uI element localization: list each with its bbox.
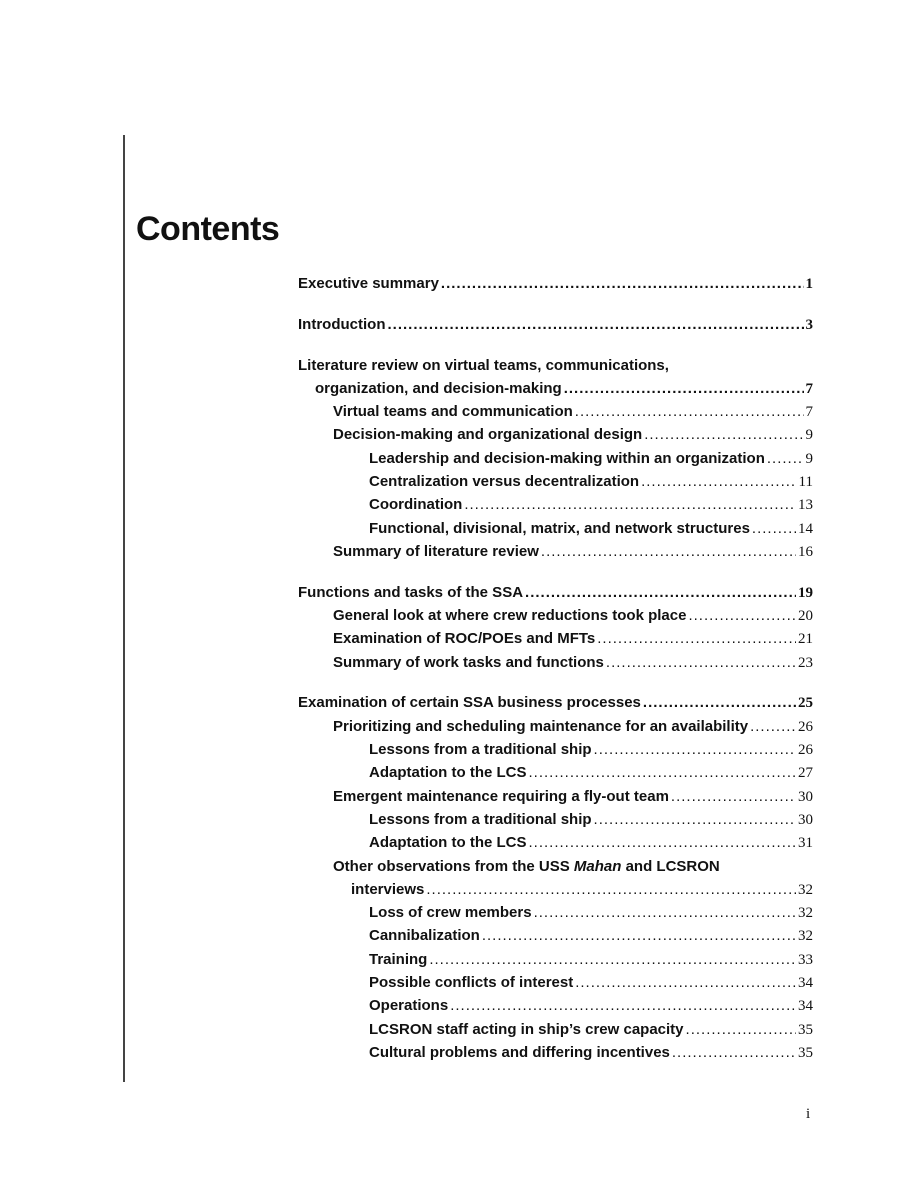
dot-leader bbox=[686, 1018, 796, 1041]
toc-entry-label: LCSRON staff acting in ship’s crew capacity bbox=[369, 1020, 684, 1038]
toc-entry-label: Adaptation to the LCS bbox=[369, 764, 527, 782]
toc-entry-label: Cannibalization bbox=[369, 927, 480, 945]
toc-entry[interactable] bbox=[298, 493, 813, 516]
toc-entry[interactable] bbox=[298, 470, 813, 493]
dot-leader bbox=[767, 447, 804, 470]
toc-entry[interactable] bbox=[298, 627, 813, 650]
toc-entry[interactable] bbox=[298, 901, 813, 924]
toc-entry-label: Loss of crew members bbox=[369, 904, 532, 922]
toc-entry[interactable] bbox=[298, 924, 813, 947]
toc-entry[interactable] bbox=[298, 831, 813, 854]
toc-entry-label: Examination of ROC/POEs and MFTs bbox=[333, 630, 596, 648]
toc-entry[interactable] bbox=[298, 971, 813, 994]
dot-leader bbox=[672, 1041, 796, 1064]
toc-page-number: 23 bbox=[798, 654, 813, 671]
toc-entry[interactable] bbox=[298, 761, 813, 784]
toc-entry-label: organization, and decision-making bbox=[315, 379, 562, 397]
dot-leader bbox=[688, 604, 796, 627]
toc-entry-label: Leadership and decision-making within an organization bbox=[369, 449, 765, 467]
toc-entry[interactable] bbox=[298, 604, 813, 627]
dot-leader bbox=[534, 901, 796, 924]
toc-page-number: 20 bbox=[798, 608, 813, 625]
toc-entry-label bbox=[333, 855, 720, 878]
dot-leader bbox=[387, 313, 803, 336]
margin-rule bbox=[123, 135, 125, 1082]
toc-entry-label: Training bbox=[369, 950, 428, 968]
toc-entry-label: Centralization versus decentralization bbox=[369, 473, 640, 491]
toc-entry-label: Executive summary bbox=[298, 275, 439, 292]
toc-entry[interactable] bbox=[298, 540, 813, 563]
toc-page-number: 7 bbox=[805, 404, 813, 421]
dot-leader bbox=[750, 715, 796, 738]
toc-page-number: 13 bbox=[798, 497, 813, 514]
dot-leader bbox=[541, 540, 796, 563]
toc-entry[interactable] bbox=[298, 994, 813, 1017]
dot-leader bbox=[597, 627, 796, 650]
toc-entry[interactable] bbox=[298, 651, 813, 674]
toc-page-number: 30 bbox=[798, 788, 813, 805]
toc-entry-label: Possible conflicts of interest bbox=[369, 974, 574, 992]
toc-page-number: 9 bbox=[805, 450, 813, 467]
toc-page-number: 26 bbox=[798, 718, 813, 735]
toc-entry-label: Lessons from a traditional ship bbox=[369, 741, 592, 759]
toc-entry-label: Summary of work tasks and functions bbox=[333, 653, 604, 671]
toc-page-number: 32 bbox=[798, 881, 813, 898]
toc-page-number: 16 bbox=[798, 543, 813, 560]
toc-entry[interactable] bbox=[298, 1041, 813, 1064]
toc-page-number: 31 bbox=[798, 835, 813, 852]
toc-entry-label: interviews bbox=[351, 880, 425, 898]
ship-name: Mahan bbox=[573, 857, 622, 875]
toc-entry-label: Operations bbox=[369, 997, 449, 1015]
toc-entry-label: Decision-making and organizational design bbox=[333, 426, 643, 444]
toc-entry[interactable] bbox=[298, 400, 813, 423]
dot-leader bbox=[643, 691, 796, 714]
dot-leader bbox=[752, 517, 796, 540]
toc-entry-label: Examination of certain SSA business processes bbox=[298, 694, 641, 712]
toc-entry-label: Summary of literature review bbox=[333, 542, 539, 560]
toc-entry-functions-and-tasks[interactable] bbox=[298, 581, 813, 604]
toc-page-number: 14 bbox=[798, 520, 813, 537]
toc-page-number: 27 bbox=[798, 765, 813, 782]
dot-leader bbox=[606, 651, 796, 674]
dot-leader bbox=[594, 808, 796, 831]
toc-entry-label: Literature review on virtual teams, communications, bbox=[298, 356, 669, 374]
toc-entry-label: Coordination bbox=[369, 496, 463, 514]
dot-leader bbox=[575, 971, 796, 994]
toc-page-number: 33 bbox=[798, 951, 813, 968]
toc-entry-introduction[interactable] bbox=[298, 313, 813, 336]
dot-leader bbox=[641, 470, 796, 493]
dot-leader bbox=[529, 761, 797, 784]
table-of-contents bbox=[298, 272, 813, 1064]
toc-entry[interactable] bbox=[298, 447, 813, 470]
toc-entry-label: Lessons from a traditional ship bbox=[369, 810, 592, 828]
dot-leader bbox=[482, 924, 796, 947]
toc-entry-other-observations-line1[interactable] bbox=[298, 855, 813, 878]
toc-entry[interactable] bbox=[298, 423, 813, 446]
toc-entry[interactable] bbox=[298, 517, 813, 540]
dot-leader bbox=[450, 994, 796, 1017]
toc-entry[interactable] bbox=[298, 948, 813, 971]
toc-entry-literature-review[interactable] bbox=[298, 377, 813, 400]
dot-leader bbox=[564, 377, 804, 400]
toc-entry[interactable] bbox=[298, 808, 813, 831]
toc-entry[interactable] bbox=[298, 738, 813, 761]
toc-page-number: 26 bbox=[798, 742, 813, 759]
toc-entry-other-observations[interactable] bbox=[298, 878, 813, 901]
toc-page-number: 25 bbox=[798, 695, 813, 712]
dot-leader bbox=[441, 272, 804, 295]
dot-leader bbox=[594, 738, 796, 761]
dot-leader bbox=[529, 831, 797, 854]
label-part: Other observations from the USS bbox=[333, 857, 574, 875]
toc-entry-label: Functions and tasks of the SSA bbox=[298, 583, 524, 601]
toc-page-number: 19 bbox=[798, 584, 813, 601]
toc-page-number: 32 bbox=[798, 905, 813, 922]
toc-page-number: 21 bbox=[798, 631, 813, 648]
page-title: Contents bbox=[136, 210, 280, 248]
toc-page-number: 30 bbox=[798, 811, 813, 828]
toc-page-number: 35 bbox=[798, 1021, 813, 1038]
dot-leader bbox=[464, 493, 796, 516]
toc-page-number: 32 bbox=[798, 928, 813, 945]
toc-entry[interactable] bbox=[298, 785, 813, 808]
toc-page-number: 34 bbox=[798, 998, 813, 1015]
toc-entry-label: General look at where crew reductions took place bbox=[333, 607, 687, 625]
toc-entry-label: Functional, divisional, matrix, and network structures bbox=[369, 519, 750, 537]
toc-entry-label: Emergent maintenance requiring a fly-out team bbox=[333, 787, 669, 805]
toc-page-number: 35 bbox=[798, 1044, 813, 1061]
toc-entry-examination-of-business-processes[interactable] bbox=[298, 691, 813, 714]
toc-entry[interactable] bbox=[298, 1018, 813, 1041]
toc-entry-label: Introduction bbox=[298, 315, 386, 333]
dot-leader bbox=[644, 423, 803, 446]
dot-leader bbox=[525, 581, 796, 604]
dot-leader bbox=[426, 878, 796, 901]
toc-page-number: 34 bbox=[798, 975, 813, 992]
toc-entry[interactable] bbox=[298, 715, 813, 738]
toc-entry-literature-review-line1[interactable] bbox=[298, 354, 813, 377]
toc-entry-label: Cultural problems and differing incentives bbox=[369, 1043, 670, 1061]
dot-leader bbox=[429, 948, 796, 971]
toc-page-number: 7 bbox=[805, 380, 813, 397]
label-part: and LCSRON bbox=[621, 857, 720, 875]
dot-leader bbox=[671, 785, 796, 808]
toc-page-number: 11 bbox=[798, 474, 813, 491]
dot-leader bbox=[575, 400, 804, 423]
toc-page-number: 3 bbox=[805, 316, 813, 333]
toc-entry-label: Virtual teams and communication bbox=[333, 403, 573, 421]
toc-entry-label: Prioritizing and scheduling maintenance for an availability bbox=[333, 717, 749, 735]
toc-page-number: 1 bbox=[805, 276, 813, 292]
toc-page-number: 9 bbox=[805, 427, 813, 444]
page-folio: i bbox=[806, 1106, 811, 1122]
toc-entry-executive-summary[interactable] bbox=[298, 272, 813, 295]
toc-entry-label: Adaptation to the LCS bbox=[369, 834, 527, 852]
